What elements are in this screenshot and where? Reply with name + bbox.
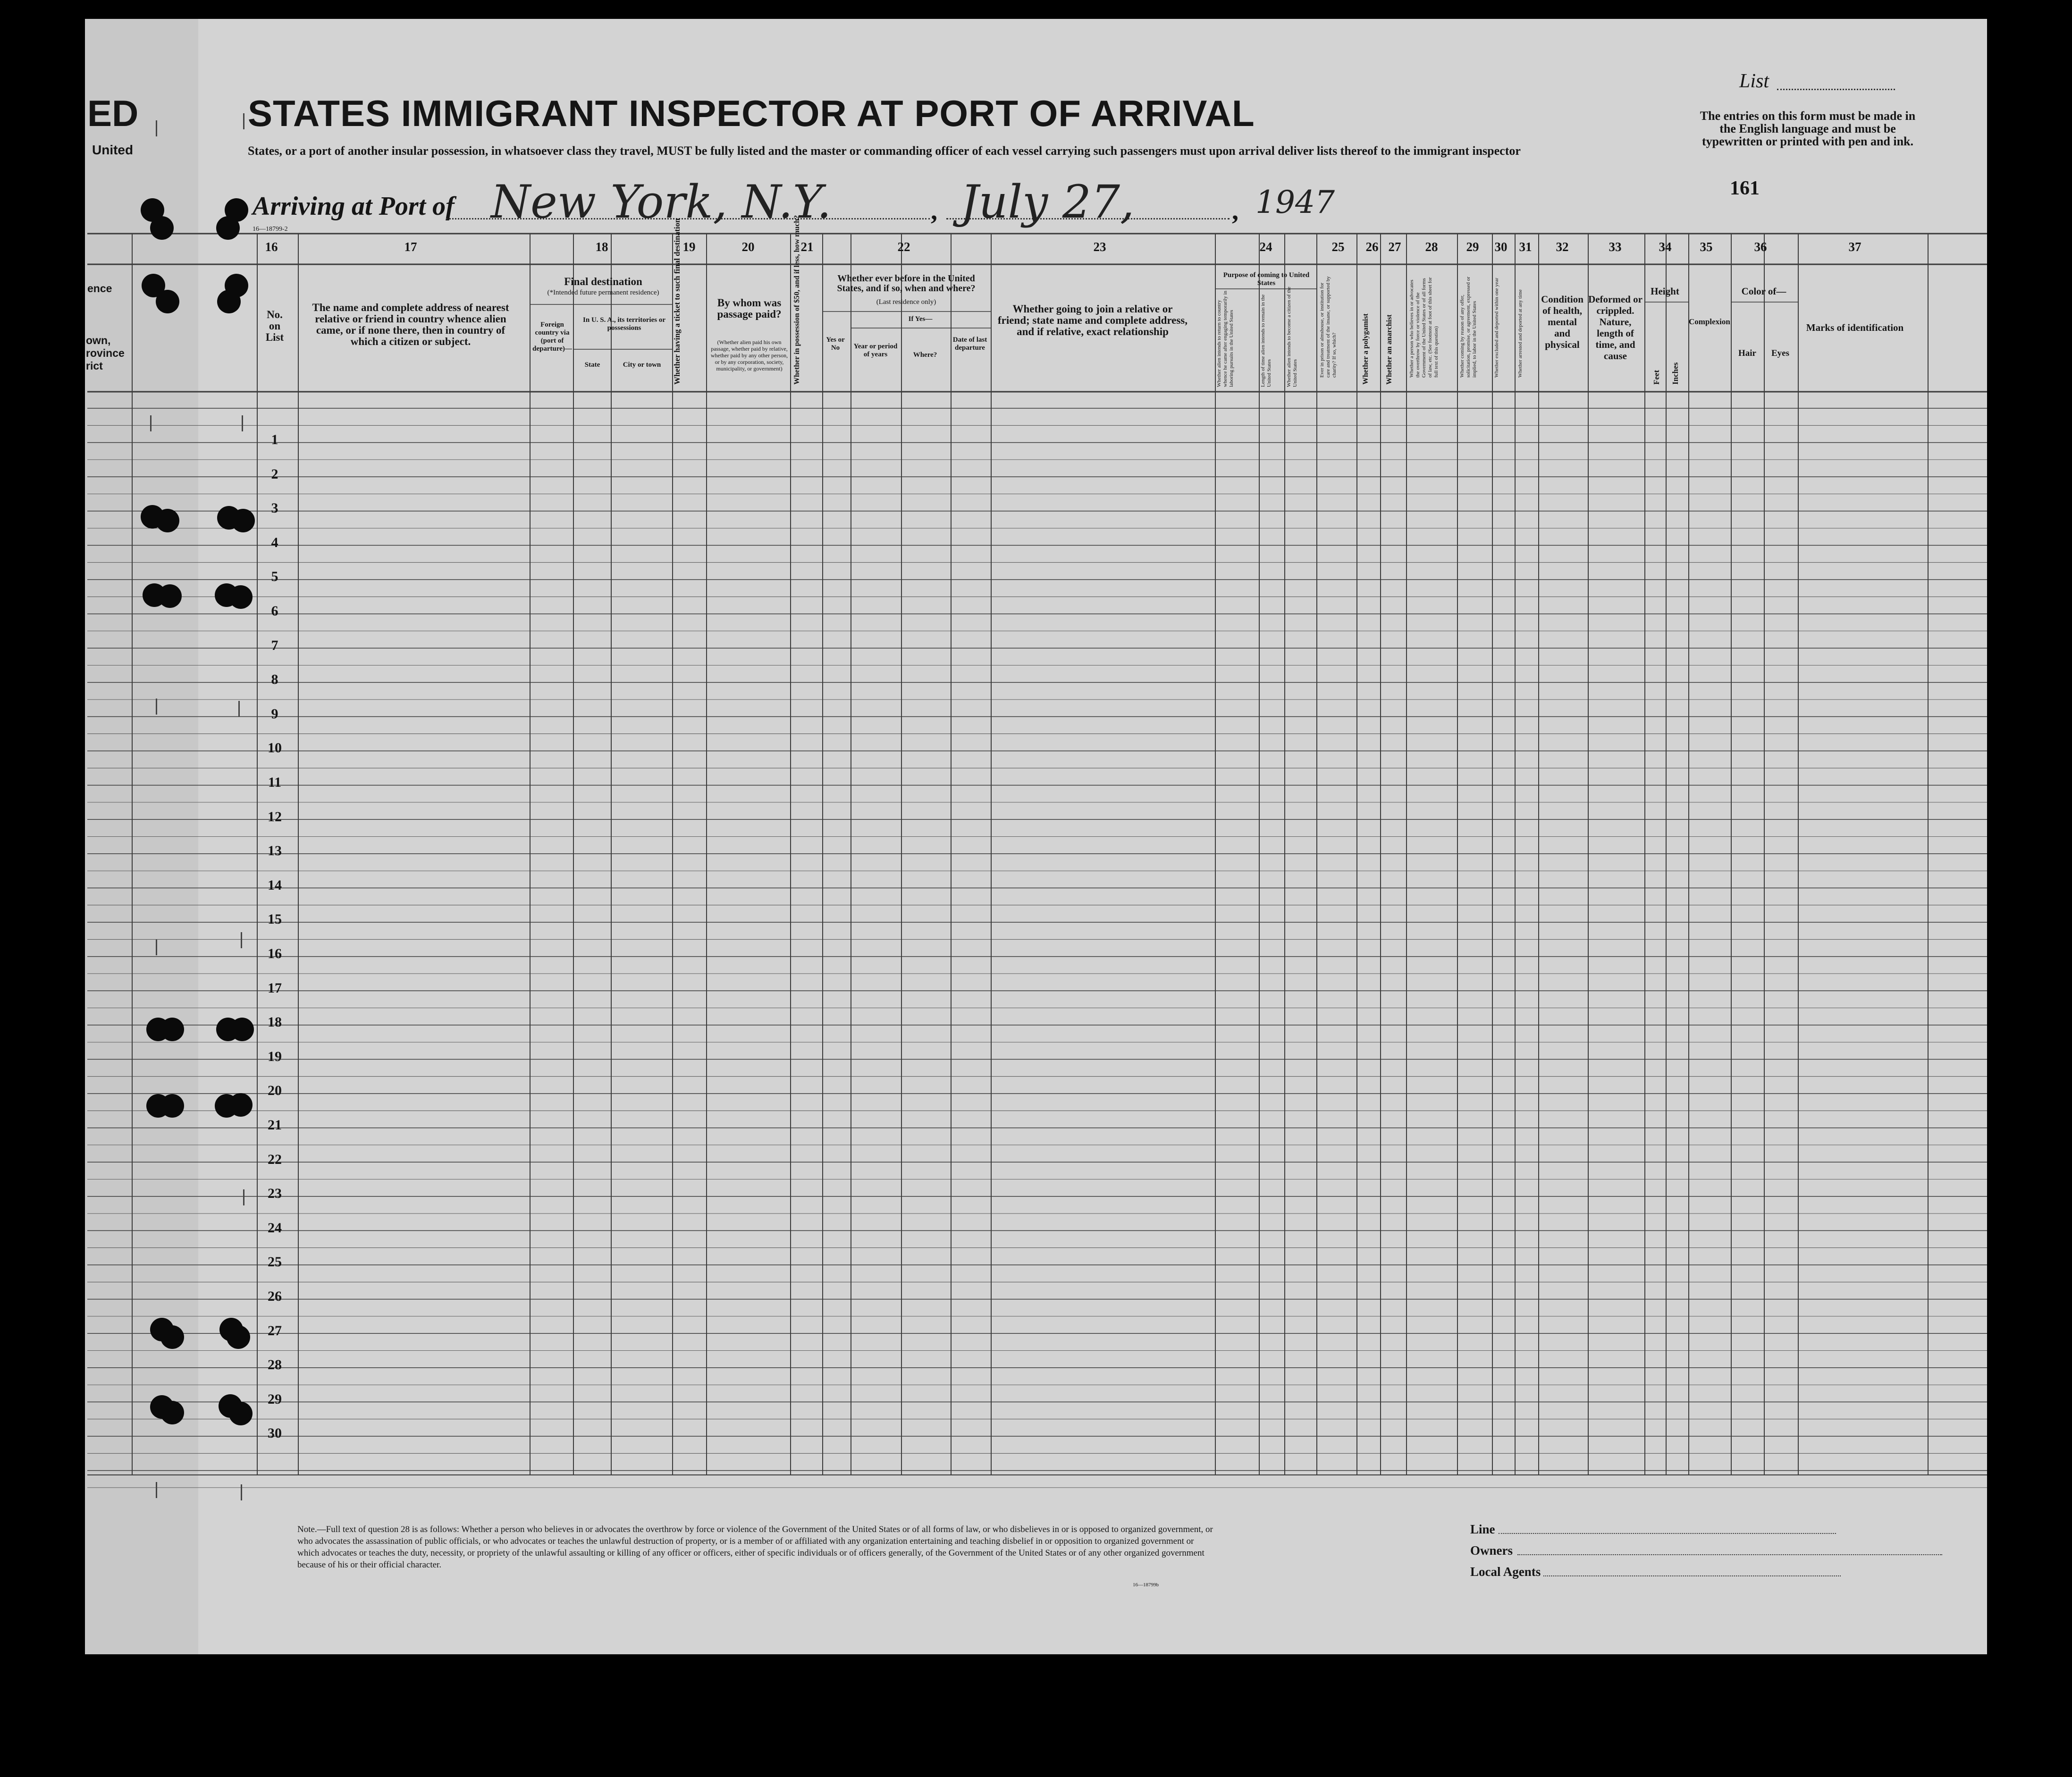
col-number-24: 24	[1259, 240, 1272, 254]
row-number: 9	[271, 706, 278, 722]
header-city-or-town: City or town	[623, 361, 661, 369]
col-number-20: 20	[741, 240, 755, 254]
row-number: 21	[268, 1117, 282, 1133]
owners-label: Owners	[1470, 1543, 1513, 1558]
header-passage-paid: By whom was passage paid?	[717, 297, 782, 320]
header-nearest-relative: The name and complete address of nearest relative or friend in country whence alien came, or if none there, then in country of which a citizen or subject.	[312, 302, 509, 347]
row-number: 20	[268, 1083, 282, 1099]
row-number: 22	[268, 1151, 282, 1167]
row-number: 7	[271, 637, 278, 653]
row-number: 2	[271, 466, 278, 482]
row-number: 28	[268, 1357, 282, 1373]
row-number: 10	[268, 740, 282, 756]
col-number-35: 35	[1700, 240, 1713, 254]
col-number-16: 16	[265, 240, 278, 254]
header-eyes: Eyes	[1771, 348, 1789, 358]
header-overthrow: Whether a person who believes in or advocates the overthrow by force or violence of the Government of the United States or of all forms of law, etc. (See footnote at foot of this sheet for full text of this question)	[1409, 277, 1439, 378]
col-number-22: 22	[897, 240, 910, 254]
row-number: 15	[268, 911, 282, 927]
col-number-17: 17	[404, 240, 417, 254]
united-fragment: United	[92, 143, 134, 157]
handwritten-year: 1947	[1255, 184, 1335, 220]
header-last-residence: (Last residence only)	[876, 298, 936, 306]
col-number-23: 23	[1093, 240, 1106, 254]
header-hair: Hair	[1738, 348, 1756, 358]
header-marks-identification: Marks of identification	[1806, 322, 1904, 333]
form-number: 16—18799-2	[253, 226, 288, 233]
header-in-usa: In U. S. A., its territories or possessions	[583, 316, 665, 332]
sheet-number: 161	[1730, 177, 1760, 199]
header-year-period: Year or period of years	[853, 343, 898, 358]
fragment-district: rict	[86, 360, 103, 372]
header-where: Where?	[913, 351, 937, 359]
row-number: 1	[271, 432, 278, 447]
handwritten-port: New York, N.Y.	[491, 176, 832, 228]
header-complexion: Complexion	[1689, 317, 1730, 326]
header-ever-before: Whether ever before in the United States, and if so, when and where?	[837, 273, 976, 294]
row-number: 30	[268, 1425, 282, 1441]
row-number: 23	[268, 1186, 282, 1202]
row-number: 12	[268, 808, 282, 825]
row-number: 8	[271, 672, 278, 688]
header-deformed: Deformed or crippled. Nature, length of time, and cause	[1588, 294, 1642, 362]
row-number: 11	[268, 775, 282, 790]
header-purpose-return: Whether alien intends to return to country whence he came after engaging temporarily in laboring pursuits in the United States	[1216, 290, 1234, 387]
fragment-town: own,	[86, 334, 111, 346]
header-final-destination-note: (*Intended future permanent residence)	[547, 289, 659, 296]
form-subtitle: States, or a port of another insular possession, in whatsoever class they travel, MUST be fully listed and the master or commanding officer of each vessel carrying such passengers must upon arrival deliver lists thereof to the immigrant inspector	[248, 144, 1521, 158]
col-number-30: 30	[1494, 240, 1508, 254]
header-join-relative: Whether going to join a relative or friend; state name and complete address, and if relative, exact relationship	[997, 303, 1188, 337]
form-instructions: The entries on this form must be made in the English language and must be typewritten or printed with pen and ink.	[1700, 109, 1916, 148]
footnote-form-tag: 16—18799b	[1133, 1582, 1159, 1588]
title-fragment-left: ED	[87, 93, 139, 134]
col-number-28: 28	[1425, 240, 1438, 254]
col-number-27: 27	[1388, 240, 1401, 254]
header-passage-note: (Whether alien paid his own passage, whether paid by relative, whether paid by any other person, or by any corporation, society, municipality, or government)	[710, 339, 788, 372]
header-ticket: Whether having a ticket to such final destination	[673, 218, 682, 385]
col-number-19: 19	[682, 240, 696, 254]
header-if-yes: If Yes—	[908, 315, 933, 323]
col-number-33: 33	[1609, 240, 1622, 254]
col-number-26: 26	[1365, 240, 1379, 254]
row-number: 14	[268, 877, 282, 893]
col-number-36: 36	[1754, 240, 1767, 254]
row-number: 27	[268, 1322, 282, 1339]
header-date-last-departure: Date of last departure	[952, 336, 987, 352]
row-number: 4	[271, 534, 278, 550]
local-agents-label: Local Agents	[1470, 1565, 1541, 1579]
header-final-destination: Final destination	[564, 276, 642, 287]
col-number-32: 32	[1556, 240, 1569, 254]
row-number: 29	[268, 1391, 282, 1407]
row-number: 25	[268, 1254, 282, 1270]
header-foreign-country: Foreign country via (port of departure)—	[532, 321, 572, 353]
header-fifty-dollars: Whether in possession of $50, and if less, how much?	[793, 215, 801, 385]
header-labor-offer: Whether coming by reason of any offer, solicitation, promise, or agreement, expressed or implied, to labor in the United States	[1459, 277, 1477, 378]
row-number: 18	[268, 1014, 282, 1030]
col-number-31: 31	[1519, 240, 1532, 254]
row-number: 17	[268, 980, 282, 996]
footnote-question-28: Note.—Full text of question 28 is as follows: Whether a person who believes in or advocates the overthrow by force or violence of the Government of the United States or of all forms of law, or who disbelieves in or is opposed to organized government, or who advocates the assassination of public officials, or who advocates or teaches the unlawful destruction of property, or is a member of or affiliated with any organization entertaining and teaching disbelief in or opposition to organized government or which advocates or teaches the duty, necessity, or propriety of the unlawful assaulting or killing of any officer or officers, either of specific individuals or of officers generally, of the Government of the United States or of any other organized government because of his or their official character.	[297, 1524, 1213, 1570]
fragment-residence: ence	[87, 282, 112, 295]
header-condition-health: Condition of health, mental and physical	[1541, 294, 1583, 350]
list-label: List	[1739, 70, 1769, 92]
header-state: State	[584, 361, 600, 369]
comma-separator: ,	[1232, 196, 1238, 226]
row-number: 5	[271, 569, 278, 585]
header-polygamist: Whether a polygamist	[1362, 313, 1370, 385]
handwritten-date: July 27,	[960, 176, 1135, 228]
col-number-29: 29	[1466, 240, 1479, 254]
header-inches: Inches	[1671, 362, 1680, 385]
arriving-label: Arriving at Port of	[253, 192, 455, 221]
col-number-21: 21	[800, 240, 814, 254]
row-number: 16	[268, 946, 282, 961]
header-prison: Ever in prison or almshouse, or institution for care and treatment of the insane, or supported by charity? If so, which?	[1319, 276, 1337, 378]
row-number: 19	[268, 1048, 282, 1064]
header-excluded: Whether excluded and deported within one year	[1494, 278, 1499, 378]
row-number: 26	[268, 1289, 282, 1304]
header-arrested: Whether arrested and deported at any time	[1517, 289, 1523, 378]
form-title: STATES IMMIGRANT INSPECTOR AT PORT OF ARRIVAL	[248, 93, 1255, 134]
header-purpose-length: Length of time alien intends to remain in the United States	[1260, 294, 1272, 387]
col-number-25: 25	[1331, 240, 1345, 254]
header-height: Height	[1651, 286, 1679, 297]
local-agents-field[interactable]	[1543, 1575, 1841, 1576]
header-feet: Feet	[1652, 370, 1661, 385]
header-no-on-list: No. on List	[265, 309, 284, 343]
header-purpose: Purpose of coming to United States	[1223, 271, 1310, 287]
owners-field[interactable]	[1517, 1554, 1942, 1555]
col-number-18: 18	[595, 240, 608, 254]
header-purpose-citizen: Whether alien intends to become a citizen of the United States	[1286, 286, 1298, 387]
line-field[interactable]	[1499, 1533, 1836, 1534]
row-number: 24	[268, 1220, 282, 1236]
col-number-34: 34	[1659, 240, 1672, 254]
row-number: 6	[271, 603, 278, 619]
line-label: Line	[1470, 1522, 1495, 1536]
row-number: 3	[271, 500, 278, 516]
header-color-of: Color of—	[1741, 286, 1786, 297]
col-number-37: 37	[1848, 240, 1861, 254]
comma-separator: ,	[931, 196, 937, 226]
row-number: 13	[268, 843, 282, 859]
header-yes-or-no: Yes or No	[826, 336, 845, 352]
header-anarchist: Whether an anarchist	[1385, 314, 1393, 385]
fragment-province: rovince	[86, 347, 125, 359]
